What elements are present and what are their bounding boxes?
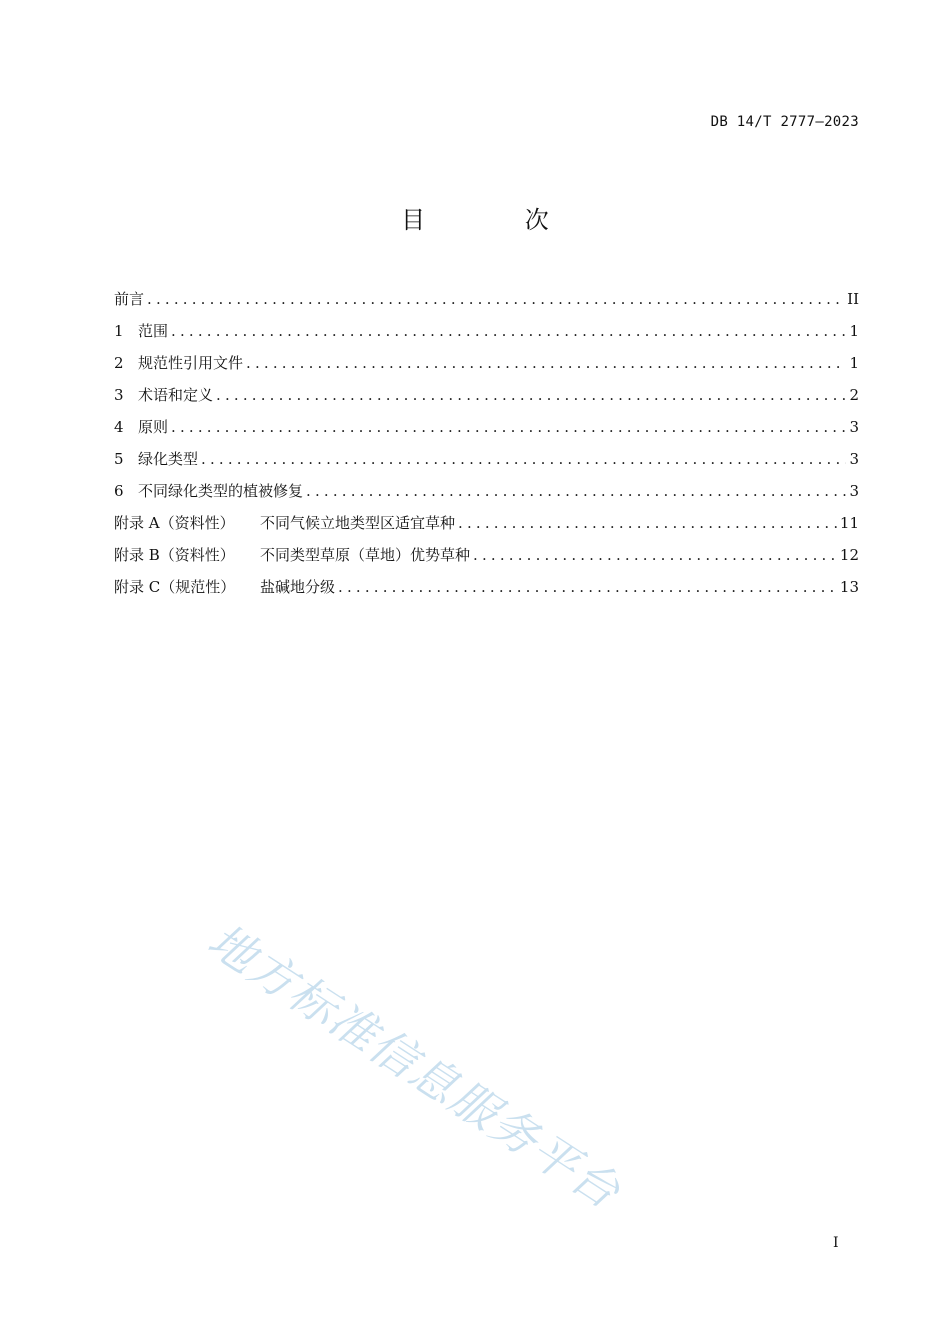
dot-leader xyxy=(147,287,844,311)
toc-entry-label: 术语和定义 xyxy=(138,386,214,404)
toc-entry-label: 绿化类型 xyxy=(138,450,199,468)
dot-leader xyxy=(171,415,846,439)
toc-entry-number: 5 xyxy=(114,450,124,468)
toc-entry-page: 3 xyxy=(849,482,859,500)
dot-leader xyxy=(473,543,837,567)
toc-entry-appendix: 附录 C（规范性） xyxy=(114,578,236,596)
toc-entry-number: 1 xyxy=(114,322,124,340)
toc-entry-label: 不同类型草原（草地）优势草种 xyxy=(260,546,471,564)
dot-leader xyxy=(246,351,846,375)
toc-entry-number: 2 xyxy=(114,354,124,372)
toc-entry-label: 前言 xyxy=(114,290,145,308)
toc-entry-appendix-c[interactable] xyxy=(114,575,859,607)
toc-entry-page: 3 xyxy=(849,450,859,468)
toc-entry-page: II xyxy=(847,290,859,308)
toc-entry-label: 不同气候立地类型区适宜草种 xyxy=(260,514,456,532)
toc-entry-number: 3 xyxy=(114,386,124,404)
toc-entry-terms-definitions[interactable] xyxy=(114,383,859,415)
toc-entry-appendix: 附录 A（资料性） xyxy=(114,514,235,532)
toc-entry-page: 11 xyxy=(839,514,859,532)
toc-entry-page: 13 xyxy=(839,578,859,596)
toc-entry-vegetation-restoration[interactable] xyxy=(114,479,859,511)
toc-entry-scope[interactable] xyxy=(114,319,859,351)
toc-entry-principles[interactable] xyxy=(114,415,859,447)
dot-leader xyxy=(338,575,837,599)
toc-entry-page: 2 xyxy=(849,386,859,404)
toc-entry-greening-types[interactable] xyxy=(114,447,859,479)
toc-entry-normative-references[interactable] xyxy=(114,351,859,383)
table-of-contents xyxy=(114,287,859,607)
toc-entry-appendix: 附录 B（资料性） xyxy=(114,546,235,564)
toc-entry-foreword[interactable] xyxy=(114,287,859,319)
document-code: DB 14/T 2777—2023 xyxy=(710,114,859,130)
dot-leader xyxy=(458,511,837,535)
toc-entry-appendix-a[interactable] xyxy=(114,511,859,543)
page-number: I xyxy=(833,1235,839,1251)
toc-entry-label: 盐碱地分级 xyxy=(260,578,336,596)
toc-entry-label: 规范性引用文件 xyxy=(138,354,244,372)
dot-leader xyxy=(171,319,846,343)
toc-entry-page: 1 xyxy=(849,354,859,372)
toc-entry-page: 12 xyxy=(839,546,859,564)
toc-entry-label: 不同绿化类型的植被修复 xyxy=(138,482,304,500)
toc-entry-page: 3 xyxy=(849,418,859,436)
toc-entry-label: 原则 xyxy=(138,418,169,436)
dot-leader xyxy=(306,479,846,503)
dot-leader xyxy=(201,447,846,471)
toc-entry-number: 4 xyxy=(114,418,124,436)
watermark: 地方标准信息服务平台 xyxy=(198,912,631,1220)
toc-entry-number: 6 xyxy=(114,482,124,500)
toc-entry-appendix-b[interactable] xyxy=(114,543,859,575)
toc-entry-label: 范围 xyxy=(138,322,169,340)
page-title: 目 次 xyxy=(401,206,595,234)
dot-leader xyxy=(216,383,846,407)
toc-entry-page: 1 xyxy=(849,322,859,340)
